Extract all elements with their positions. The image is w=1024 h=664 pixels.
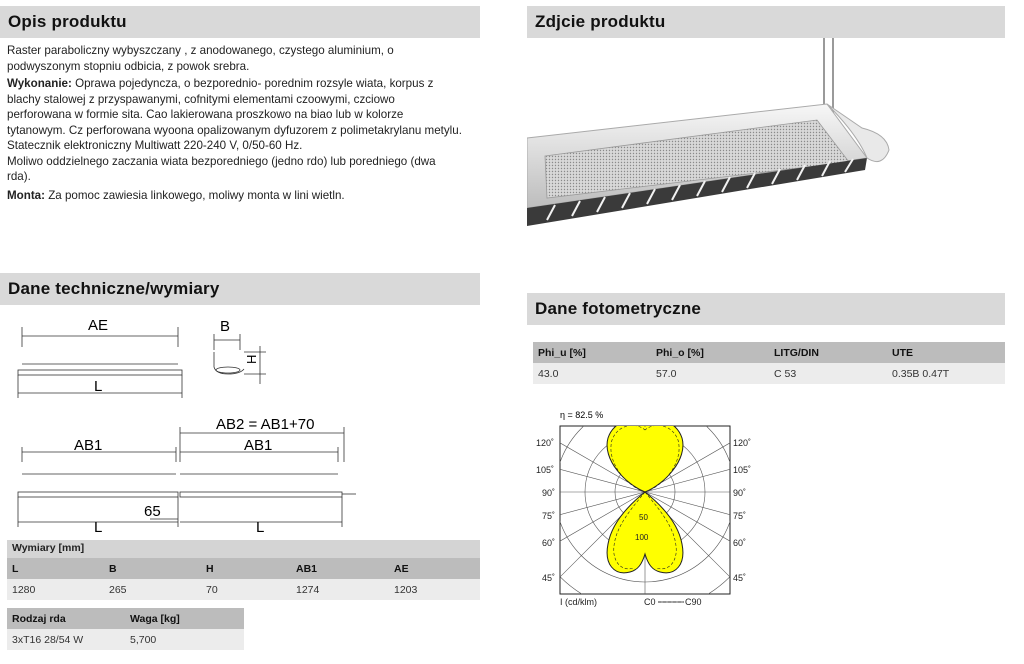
lamp-header: Waga [kg] — [125, 608, 244, 629]
angle-right-90: 90˚ — [733, 488, 747, 498]
dimensions-value-row — [7, 579, 480, 600]
angle-right-75: 75˚ — [733, 511, 747, 521]
product-photo — [527, 38, 1007, 238]
dim-value: 265 — [104, 579, 201, 600]
label-h: H — [244, 354, 259, 364]
switching-option: Moliwo oddzielnego zaczania wiata bezporedniego (jedno rdo) lub poredniego (dwa rda). — [7, 154, 436, 183]
dim-header: AE — [389, 558, 480, 579]
label-l-left: L — [94, 519, 103, 532]
dim-value: 1274 — [291, 579, 389, 600]
angle-left-75: 75˚ — [542, 511, 556, 521]
product-description — [7, 43, 462, 203]
dimension-drawing — [0, 312, 480, 532]
photometric-header: Dane fotometryczne — [527, 293, 1005, 325]
angle-right-60: 60˚ — [733, 538, 747, 548]
phot-header: UTE — [887, 342, 1005, 363]
description-paragraph: Raster paraboliczny wybyszczany , z anodowanego, czystego aluminium, o podwyszonym stopniu odbicia, z powok srebra. — [7, 44, 394, 73]
label-ab2: AB2 = AB1+70 — [216, 416, 315, 433]
ring-label-100: 100 — [635, 533, 649, 542]
mounting-label: Monta: — [7, 188, 45, 202]
phot-value: C 53 — [769, 363, 887, 384]
lamp-header: Rodzaj rda — [7, 608, 125, 629]
phot-value: 0.35B 0.47T — [887, 363, 1005, 384]
angle-left-105: 105˚ — [536, 465, 555, 475]
ring-label-50: 50 — [639, 513, 648, 522]
angle-left-120: 120˚ — [536, 438, 555, 448]
photometric-value-row — [533, 363, 1005, 384]
execution-label: Wykonanie: — [7, 77, 72, 90]
lamp-value-row — [7, 629, 244, 650]
label-ab1-right: AB1 — [244, 437, 273, 454]
phot-header: Phi_o [%] — [651, 342, 769, 363]
dim-value: 1280 — [7, 579, 104, 600]
dim-value: 70 — [201, 579, 291, 600]
label-ae: AE — [88, 317, 109, 334]
polar-distribution-diagram — [530, 404, 760, 654]
lamp-header-row — [7, 608, 244, 629]
execution-text: Oprawa pojedyncza, o bezporednio- porednim rozsyle wiata, korpus z blachy stalowej z przyspawanymi, cofnitymi elementami czoowymi, czciowo perforowana w formie sita. Cao lakierowana proszkowo na biao lub w kolorze tytanowym. Cz perforowana wyoona opalizowanym dyfuzorem z polimetakrylanu metylu. — [7, 77, 462, 137]
mounting-paragraph — [7, 188, 462, 204]
label-gap: 65 — [144, 503, 161, 520]
phot-header: LITG/DIN — [769, 342, 887, 363]
lamp-value: 5,700 — [125, 629, 244, 650]
dim-header: L — [7, 558, 104, 579]
angle-left-90: 90˚ — [542, 488, 556, 498]
dimensions-caption: Wymiary [mm] — [7, 540, 480, 558]
intensity-unit-label: I (cd/klm) — [560, 597, 597, 607]
label-l-right: L — [256, 519, 265, 532]
technical-data-header: Dane techniczne/wymiary — [0, 273, 480, 305]
phot-header: Phi_u [%] — [533, 342, 651, 363]
lamp-value: 3xT16 28/54 W — [7, 629, 125, 650]
phot-value: 43.0 — [533, 363, 651, 384]
label-l-top: L — [94, 378, 103, 395]
photometric-table — [533, 342, 1005, 384]
c90-label: C90 — [685, 597, 702, 607]
angle-right-120: 120˚ — [733, 438, 752, 448]
product-description-header: Opis produktu — [0, 6, 480, 38]
phot-value: 57.0 — [651, 363, 769, 384]
dim-header: B — [104, 558, 201, 579]
angle-left-60: 60˚ — [542, 538, 556, 548]
mounting-text: Za pomoc zawiesia linkowego, moliwy monta w lini wietln. — [45, 188, 345, 202]
dim-value: 1203 — [389, 579, 480, 600]
angle-right-105: 105˚ — [733, 465, 752, 475]
label-ab1-left: AB1 — [74, 437, 103, 454]
lamp-table — [7, 608, 244, 650]
ballast-line: Statecznik elektroniczny Multiwatt 220-240 V, 0/50-60 Hz. — [7, 139, 303, 152]
photometric-header-row — [533, 342, 1005, 363]
angle-left-45: 45˚ — [542, 573, 556, 583]
efficiency-label: η = 82.5 % — [560, 410, 604, 420]
angle-right-45: 45˚ — [733, 573, 747, 583]
execution-paragraph — [7, 76, 462, 138]
dim-header: AB1 — [291, 558, 389, 579]
dim-header: H — [201, 558, 291, 579]
dimensions-header-row — [7, 558, 480, 579]
label-b: B — [220, 318, 231, 335]
product-photo-header: Zdjcie produktu — [527, 6, 1005, 38]
dimensions-table — [7, 558, 480, 600]
c0-label: C0 — [644, 597, 656, 607]
